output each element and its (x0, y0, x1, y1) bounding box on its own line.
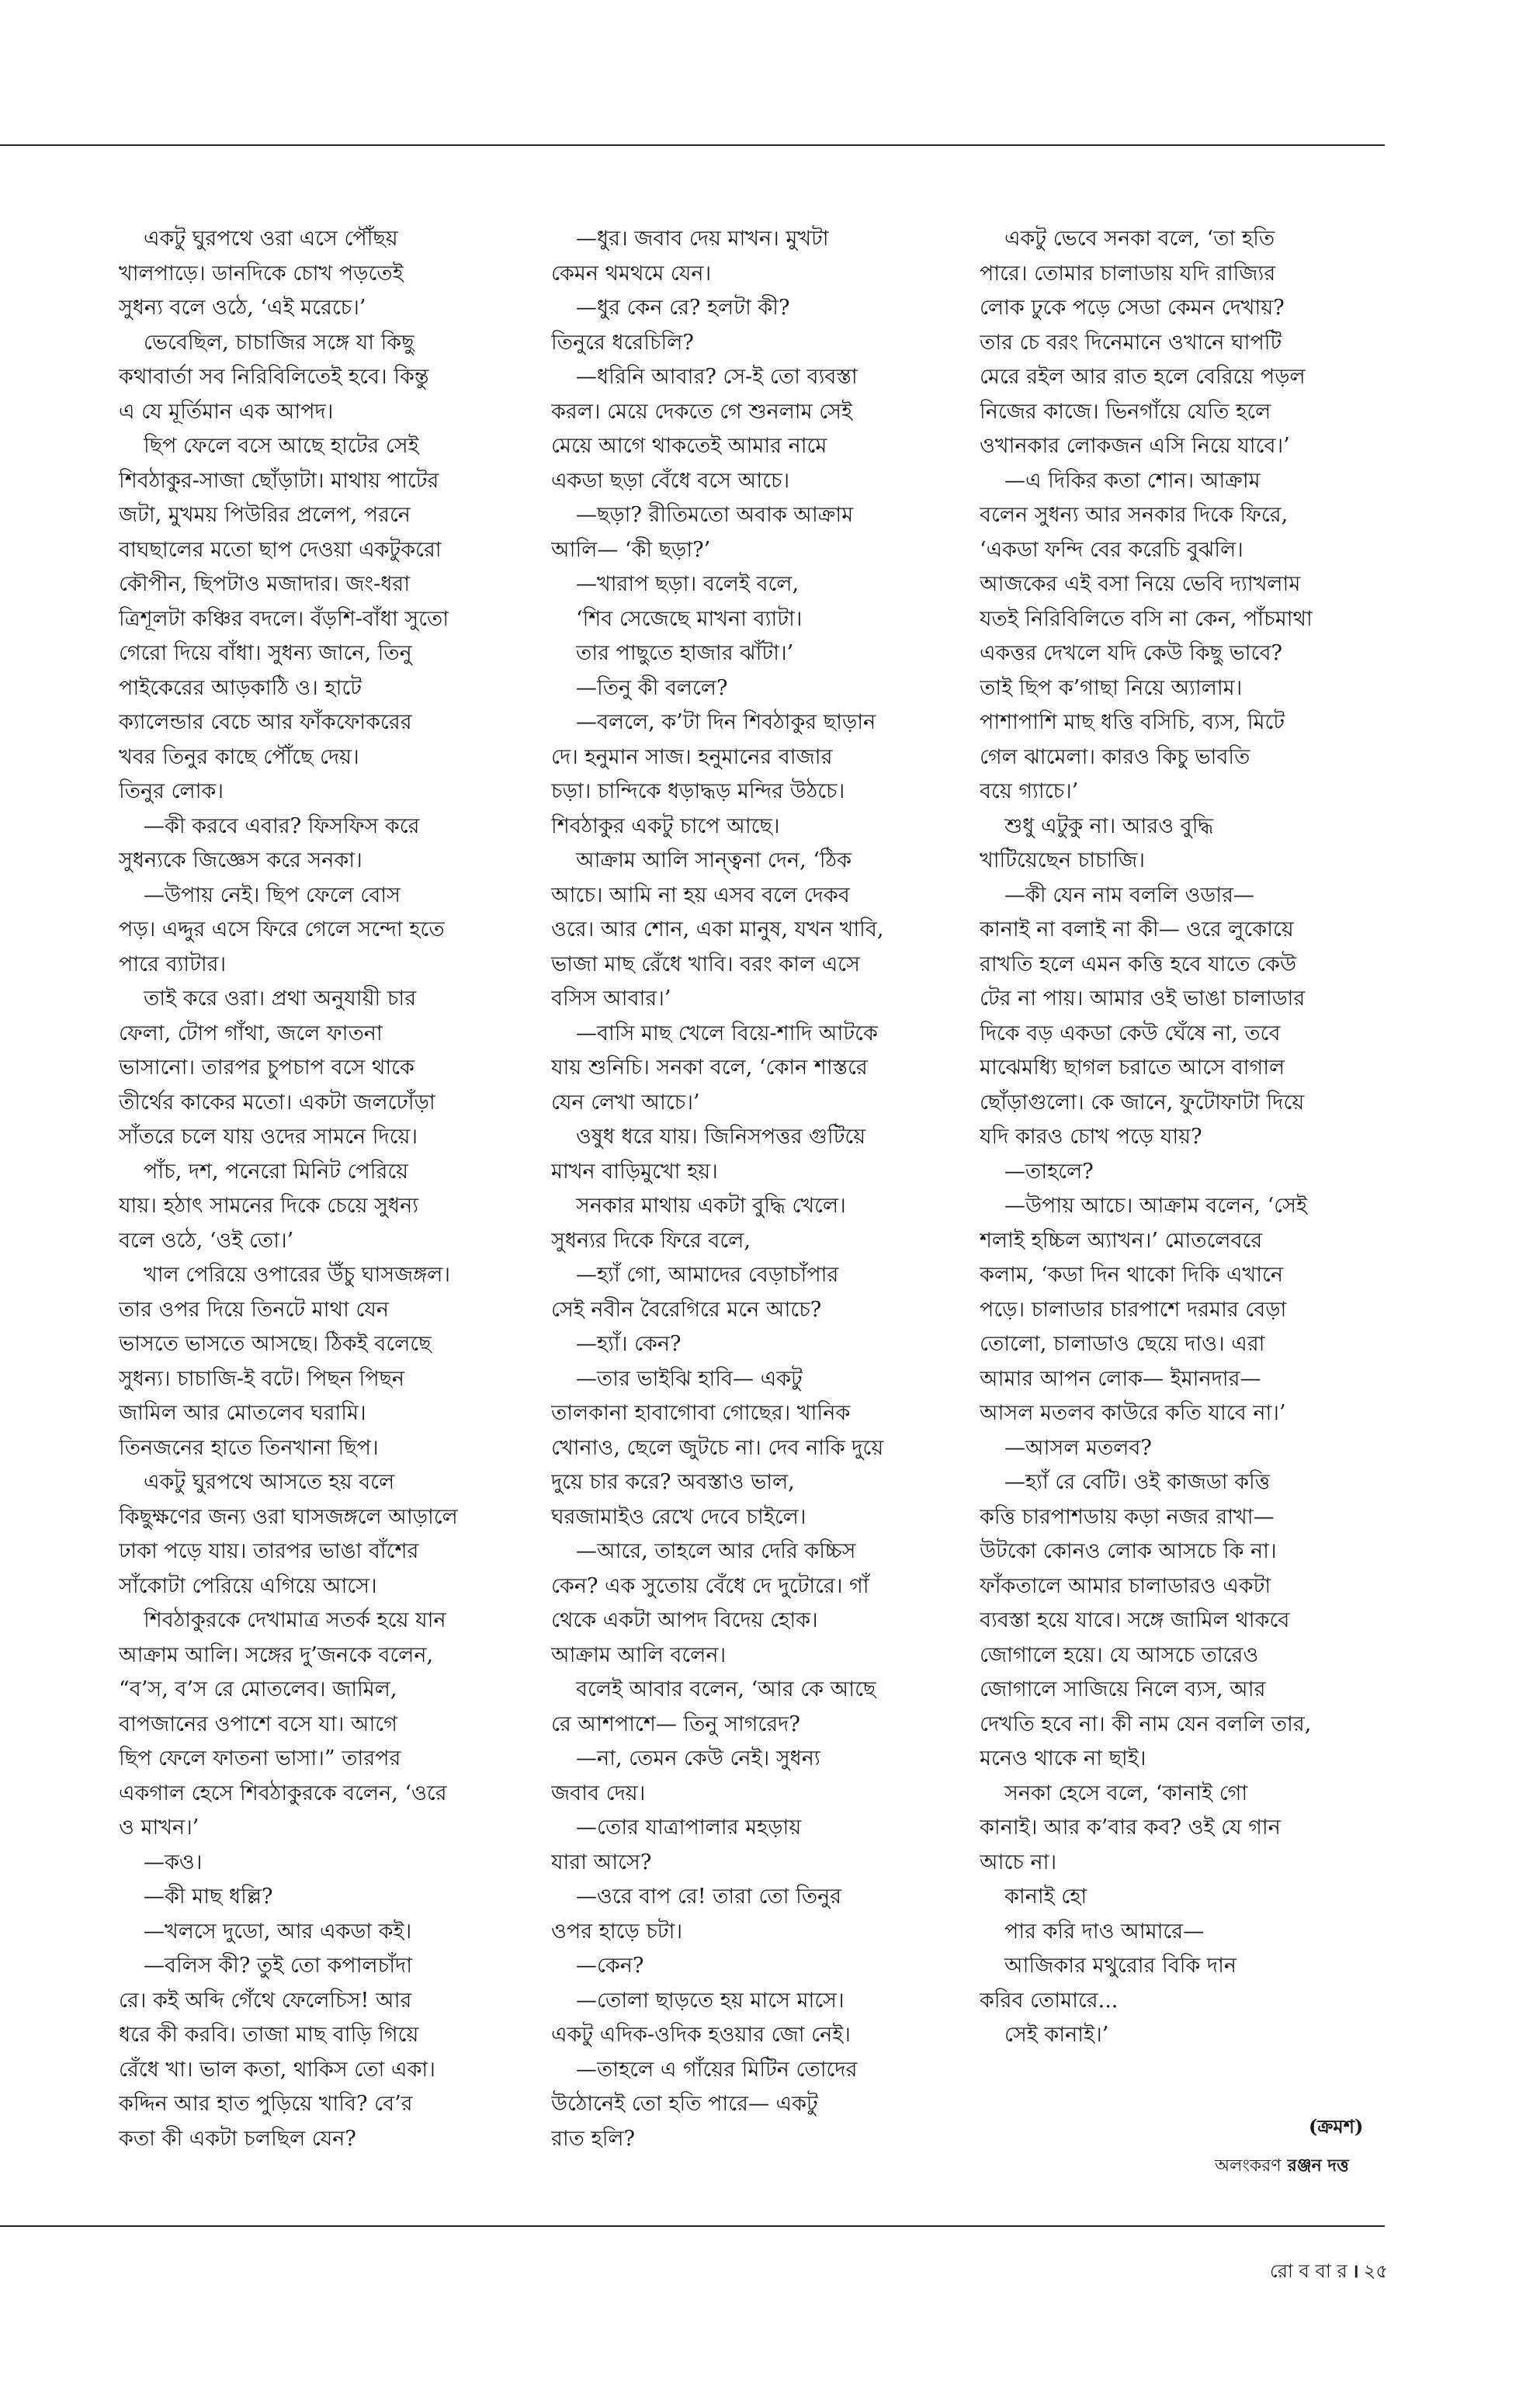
text-line: একডা ছড়া বেঁধে বসে আচে। (551, 468, 790, 493)
text-line: আলি— ‘কী ছড়া?’ (551, 537, 711, 562)
text-line: আসল মতলব কাউরে কতি যাবে না।’ (980, 1401, 1286, 1425)
text-line: কানাই না বলাই না কী— ওরে লুকোয়ে (980, 917, 1294, 942)
text-line: সুধন্য বলে ওঠে, ‘এই মরেচে।’ (119, 296, 366, 320)
text-line: “ব’স, ব’স রে মোতলেব। জামিল, (119, 1677, 397, 1701)
text-line: ধরে কী করবি। তাজা মাছ বাড়ি গিয়ে (119, 2023, 419, 2047)
text-line: ওপর হাড়ে চটা। (551, 1919, 683, 1944)
illustration-credit-label: অলংকরণ (1215, 2156, 1282, 2176)
text-line: শিবঠাকুরকে দেখামাত্র সতর্ক হয়ে যান (144, 1608, 446, 1632)
article-column-3 (980, 222, 1368, 2053)
text-line: গেল ঝামেলা। কারও কিচু ভাবতি (980, 744, 1250, 769)
text-line: —এ দিকির কতা শোন। আক্রাম (1004, 468, 1261, 493)
text-line: পাশাপাশি মাছ ধত্তি বসিচি, ব্যস, মিটে (980, 710, 1285, 734)
text-line: বসিস আবার।’ (551, 987, 671, 1011)
text-line: খবর তিনুর কাছে পৌঁছে দেয়। (119, 744, 359, 769)
text-line: ‘একডা ফন্দি বের করেচি বুঝলি। (980, 537, 1243, 562)
text-line: তাই করে ওরা। প্রথা অনুযায়ী চার (144, 987, 417, 1011)
text-line: —ওরে বাপ রে! তারা তো তিনুর (576, 1885, 842, 1909)
text-line: —কেন? (576, 1954, 644, 1978)
text-line: একটু ঘুরপথে ওরা এসে পৌঁছয় (144, 227, 398, 251)
text-line: খাটিয়েছেন চাচাজি। (980, 848, 1145, 872)
text-line: বলেন সুধন্য আর সনকার দিকে ফিরে, (980, 503, 1289, 527)
text-line: ভাসানো। তারপর চুপচাপ বসে থাকে (119, 1056, 414, 1080)
text-line: —না, তেমন কেউ নেই। সুধন্য (576, 1746, 820, 1770)
text-line: মেয়ে আগে থাকতেই আমার নামে (551, 434, 827, 458)
text-line: পাইকেরের আড়কাঠি ও। হাটে (119, 675, 362, 700)
text-line: কানাই। আর ক’বার কব? ওই যে গান (980, 1816, 1281, 1840)
text-line: উঠোনেই তো হতি পারে— একটু (551, 2092, 818, 2116)
text-line: তোলো, চালাডাও ছেয়ে দাও। এরা (980, 1332, 1265, 1356)
text-line: যায় শুনিচি। সনকা বলে, ‘কোন শাস্তরে (551, 1056, 868, 1080)
text-line: কৌপীন, ছিপটাও মজাদার। জং-ধরা (119, 572, 411, 596)
illustrator-name: রঞ্জন দত্ত (1287, 2155, 1349, 2176)
text-line: ফাঁকতালে আমার চালাডারও একটা (980, 1573, 1271, 1598)
text-line: ওষুধ ধরে যায়। জিনিসপত্তর গুটিয়ে (576, 1125, 866, 1149)
text-line: ঢাকা পড়ে যায়। তারপর ভাঙা বাঁশের (119, 1539, 419, 1563)
text-line: ও মাখন।’ (119, 1816, 199, 1840)
text-line: —আসল মতলব? (1004, 1435, 1152, 1460)
text-line: ওরে। আর শোন, একা মানুষ, যখন খাবি, (551, 917, 884, 942)
text-line: —হ্যাঁ রে বেটি। ওই কাজডা কত্তি (1004, 1470, 1271, 1494)
text-line: আমার আপন লোক— ইমানদার— (980, 1366, 1261, 1391)
text-line: উটকো কোনও লোক আসচে কি না। (980, 1539, 1277, 1563)
text-line: গেরো দিয়ে বাঁধা। সুধন্য জানে, তিনু (119, 641, 412, 665)
top-rule (0, 144, 1385, 146)
text-line: সুধন্যকে জিজ্ঞেস করে সনকা। (119, 848, 362, 872)
article-column-2 (551, 222, 939, 2156)
text-line: কেন? এক সুতোয় বেঁধে দে দুটোরে। গাঁ (551, 1573, 869, 1598)
text-line: জোগালে সাজিয়ে নিলে ব্যস, আর (980, 1677, 1266, 1701)
text-line: ব্যবস্তা হয়ে যাবে। সঙ্গে জামিল থাকবে (980, 1608, 1290, 1632)
text-line: পড়। এদ্দুর এসে ফিরে গেলে সন্দো হতে (119, 917, 445, 942)
text-line: এ যে মূর্তিমান এক আপদ। (119, 399, 334, 424)
text-line: —বলিস কী? তুই তো কপালচাঁদা (144, 1954, 413, 1978)
text-line: দুয়ে চার করে? অবস্তাও ভাল, (551, 1470, 795, 1494)
text-line: একটু ঘুরপথে আসতে হয় বলে (144, 1470, 395, 1494)
text-line: আক্রাম আলি সান্ত্বনা দেন, ‘ঠিক (576, 848, 852, 872)
text-line: —তোর যাত্রাপালার মহড়ায় (576, 1816, 802, 1840)
text-line: ছিপ ফেলে ফাতনা ভাসা।” তারপর (119, 1746, 401, 1770)
to-be-continued-label: (ক্রমশ) (1309, 2115, 1364, 2138)
text-line: খোনাও, ছেলে জুটচে না। দেব নাকি দুয়ে (551, 1435, 884, 1460)
text-line: নিজের কাজে। ভিনগাঁয়ে যেতি হলে (980, 399, 1271, 424)
text-line: ফেলা, টোপ গাঁথা, জলে ফাতনা (119, 1021, 383, 1046)
text-line: —ছড়া? রীতিমতো অবাক আক্রাম (576, 503, 854, 527)
text-line: —উপায় নেই। ছিপ ফেলে বোস (144, 883, 401, 907)
page-number: ২৫ (1363, 2260, 1388, 2282)
text-line: তিনজনের হাতে তিনখানা ছিপ। (119, 1435, 379, 1460)
text-line: আক্রাম আলি বলেন। (551, 1642, 727, 1667)
text-line: টের না পায়। আমার ওই ভাঙা চালাডার (980, 987, 1306, 1011)
text-line: —কও। (144, 1850, 203, 1875)
text-line: যতই নিরিবিলিতে বসি না কেন, পাঁচমাথা (980, 606, 1313, 631)
text-line: —খারাপ ছড়া। বলেই বলে, (576, 572, 799, 596)
text-line: —তাহলে? (1004, 1159, 1094, 1184)
text-line: কিছুক্ষণের জন্য ওরা ঘাসজঙ্গলে আড়ালে (119, 1504, 458, 1529)
text-line: ছোঁড়াগুলো। কে জানে, ফুটোফাটা দিয়ে (980, 1090, 1305, 1115)
text-line: আচে না। (980, 1850, 1057, 1875)
text-line: —খলসে দুডো, আর একডা কই। (144, 1919, 412, 1944)
text-line: আচে। আমি না হয় এসব বলে দেকব (551, 883, 850, 907)
text-line: পাঁচ, দশ, পনেরো মিনিট পেরিয়ে (144, 1159, 409, 1184)
text-line: কতা কী একটা চলছিল যেন? (119, 2126, 356, 2151)
text-line: খাল পেরিয়ে ওপারের উঁচু ঘাসজঙ্গল। (144, 1263, 450, 1287)
text-line: ওখানকার লোকজন এসি নিয়ে যাবে।’ (980, 434, 1290, 458)
text-line: যারা আসে? (551, 1850, 652, 1875)
text-line: শুধু এটুকু না। আরও বুদ্ধি (1004, 813, 1214, 838)
text-line: কদ্দিন আর হাত পুড়িয়ে খাবি? বে’র (119, 2092, 413, 2116)
folio-separator: । (1351, 2259, 1359, 2282)
text-line: শিবঠাকুর-সাজা ছোঁড়াটা। মাথায় পাটের (119, 468, 439, 493)
text-line: চড়া। চান্দিকে ধড়াদ্ধড় মন্দির উঠচে। (551, 779, 845, 803)
text-line: রেঁধে খা। ভাল কতা, থাকিস তো একা। (119, 2057, 435, 2082)
text-line: পারে ব্যাটার। (119, 952, 227, 976)
text-line: ভাসতে ভাসতে আসছে। ঠিকই বলেছে (119, 1332, 432, 1356)
illustration-credit (1215, 2152, 1349, 2181)
text-line: করল। মেয়ে দেকতে গে শুনলাম সেই (551, 399, 853, 424)
text-line: আজকের এই বসা নিয়ে ভেবি দ্যাখলাম (980, 572, 1301, 596)
text-line: সুধন্যর দিকে ফিরে বলে, (551, 1228, 751, 1253)
text-line: করিব তোমারে... (980, 1988, 1119, 2013)
text-line: —তোলা ছাড়তে হয় মাসে মাসে। (576, 1988, 845, 2013)
text-line: ক্যালেন্ডার বেচে আর ফাঁকফোকরের (119, 710, 412, 734)
text-line: তীর্থের কাকের মতো। একটা জলঢোঁড়া (119, 1090, 435, 1115)
text-line: বলে ওঠে, ‘ওই তো।’ (119, 1228, 294, 1253)
text-line: কানাই হো (1004, 1885, 1087, 1909)
text-line: —কী যেন নাম বললি ওডার— (1004, 883, 1254, 907)
magazine-name: রো ব বা র (1270, 2260, 1348, 2282)
text-line: —ধরিনি আবার? সে-ই তো ব্যবস্তা (576, 365, 858, 389)
text-line: ভেবেছিল, চাচাজির সঙ্গে যা কিছু (144, 330, 414, 355)
text-line: সেই নবীন বৈরেগিরে মনে আচে? (551, 1297, 822, 1322)
text-line: —ধুর। জবাব দেয় মাখন। মুখটা (576, 227, 829, 251)
text-line: একটু ভেবে সনকা বলে, ‘তা হতি (1004, 227, 1275, 251)
text-line: তার চে বরং দিনেমানে ওখানে ঘাপটি (980, 330, 1282, 355)
article-column-1 (119, 222, 507, 2156)
text-line: কত্তি চারপাশডায় কড়া নজর রাখা— (980, 1504, 1275, 1529)
text-line: ঘরজামাইও রেখে দেবে চাইলে। (551, 1504, 806, 1529)
text-line: বয়ে গ্যাচে।’ (980, 779, 1079, 803)
text-line: মনেও থাকে না ছাই। (980, 1746, 1146, 1770)
text-line: জোগালে হয়ে। যে আসচে তারেও (980, 1642, 1259, 1667)
text-line: একত্তর দেখলে যদি কেউ কিছু ভাবে? (980, 641, 1282, 665)
text-line: —হ্যাঁ। কেন? (576, 1332, 682, 1356)
text-line: —বললে, ক’টা দিন শিবঠাকুর ছাড়ান (576, 710, 876, 734)
text-line: যায়। হঠাৎ সামনের দিকে চেয়ে সুধন্য (119, 1194, 419, 1218)
text-line: ত্রিশূলটা কঞ্চির বদলে। বঁড়শি-বাঁধা সুতো (119, 606, 449, 631)
text-line: কথাবার্তা সব নিরিবিলিতেই হবে। কিন্তু (119, 365, 429, 389)
text-line: রে। কই অব্দি গেঁথে ফেলেচিস! আর (119, 1988, 412, 2013)
text-line: —ধুর কেন রে? হলটা কী? (576, 296, 790, 320)
text-line: সুধন্য। চাচাজি-ই বটে। পিছন পিছন (119, 1366, 405, 1391)
text-line: লোক ঢুকে পড়ে সেডা কেমন দেখায়? (980, 296, 1285, 320)
text-line: শিবঠাকুর একটু চাপে আছে। (551, 813, 780, 838)
text-line: তালকানা হাবাগোবা গোছের। খানিক (551, 1401, 851, 1425)
text-line: সনকার মাথায় একটা বুদ্ধি খেলে। (576, 1194, 846, 1218)
text-line: রে আশপাশে— তিনু সাগরেদ? (551, 1712, 800, 1736)
text-line: বাপজানের ওপাশে বসে যা। আগে (119, 1712, 397, 1736)
text-line: সেই কানাই।’ (1004, 2023, 1109, 2047)
text-line: আক্রাম আলি। সঙ্গের দু’জনকে বলেন, (119, 1642, 434, 1667)
page-folio (1270, 2257, 1388, 2288)
text-line: —কী মাছ ধল্লি? (144, 1885, 273, 1909)
text-line: যেন লেখা আচে।’ (551, 1090, 700, 1115)
text-line: পারে। তোমার চালাডায় যদি রাজ্যির (980, 261, 1276, 286)
text-line: ‘শিব সেজেছে মাখনা ব্যাটা। (576, 606, 803, 631)
text-line: দিকে বড় একডা কেউ ঘেঁষে না, তবে (980, 1021, 1281, 1046)
text-line: ভাজা মাছ রেঁধে খাবি। বরং কাল এসে (551, 952, 860, 976)
text-line: বাঘছালের মতো ছাপ দেওয়া একটুকরো (119, 537, 442, 562)
text-line: পার করি দাও আমারে— (1004, 1919, 1205, 1944)
text-line: খালপাড়ে। ডানদিকে চোখ পড়তেই (119, 261, 404, 286)
text-line: তিনুরে ধরেচিলি? (551, 330, 694, 355)
text-line: কেমন থমথমে যেন। (551, 261, 712, 286)
text-line: —হ্যাঁ গো, আমাদের বেড়াচাঁপার (576, 1263, 839, 1287)
text-line: মাঝেমধ্যি ছাগল চরাতে আসে বাগাল (980, 1056, 1285, 1080)
text-line: ছিপ ফেলে বসে আছে হাটের সেই (144, 434, 419, 458)
text-line: তার ওপর দিয়ে তিনটে মাথা যেন (119, 1297, 389, 1322)
text-line: কলাম, ‘কডা দিন থাকো দিকি এখানে (980, 1263, 1283, 1287)
text-line: তাই ছিপ ক’গাছা নিয়ে অ্যালাম। (980, 675, 1243, 700)
text-line: —তিনু কী বললে? (576, 675, 728, 700)
text-line: মেরে রইল আর রাত হলে বেরিয়ে পড়ল (980, 365, 1306, 389)
text-line: সনকা হেসে বলে, ‘কানাই গো (1004, 1781, 1248, 1805)
text-line: আজিকার মথুরোর বিকি দান (1004, 1954, 1237, 1978)
text-line: যদি কারও চোখ পড়ে যায়? (980, 1125, 1202, 1149)
text-line: —কী করবে এবার? ফিসফিস করে (144, 813, 420, 838)
text-line: রাখতি হলে এমন কত্তি হবে যাতে কেউ (980, 952, 1297, 976)
text-line: সাঁতরে চলে যায় ওদের সামনে দিয়ে। (119, 1125, 418, 1149)
text-line: বলেই আবার বলেন, ‘আর কে আছে (576, 1677, 876, 1701)
text-line: মাখন বাড়িমুখো হয়। (551, 1159, 718, 1184)
text-line: —আরে, তাহলে আর দেরি কচ্চিস (576, 1539, 856, 1563)
text-line: সাঁকোটা পেরিয়ে এগিয়ে আসে। (119, 1573, 377, 1598)
bottom-rule (0, 2225, 1385, 2227)
text-line: তিনুর লোক। (119, 779, 224, 803)
text-line: দে। হনুমান সাজ। হনুমানের বাজার (551, 744, 833, 769)
text-line: থেকে একটা আপদ বিদেয় হোক। (551, 1608, 818, 1632)
text-line: রাত হলি? (551, 2126, 636, 2151)
text-line: একগাল হেসে শিবঠাকুরকে বলেন, ‘ওরে (119, 1781, 447, 1805)
text-line: জটা, মুখময় পিউরির প্রলেপ, পরনে (119, 503, 411, 527)
text-line: —উপায় আচে। আক্রাম বলেন, ‘সেই (1004, 1194, 1307, 1218)
text-line: —বাসি মাছ খেলে বিয়ে-শাদি আটকে (576, 1021, 878, 1046)
text-line: জবাব দেয়। (551, 1781, 646, 1805)
text-line: শলাই হচ্চিল অ্যাখন।’ মোতলেবরে (980, 1228, 1263, 1253)
text-line: —তাহলে এ গাঁয়ের মিটিন তোদের (576, 2057, 858, 2082)
text-line: —তার ভাইঝি হাবি— একটু (576, 1366, 803, 1391)
text-line: পড়ে। চালাডার চারপাশে দরমার বেড়া (980, 1297, 1287, 1322)
text-line: তার পাছুতে হাজার ঝাঁটা।’ (576, 641, 794, 665)
text-line: জামিল আর মোতলেব ঘরামি। (119, 1401, 366, 1425)
text-line: দেখতি হবে না। কী নাম যেন বললি তার, (980, 1712, 1312, 1736)
text-line: একটু এদিক-ওদিক হওয়ার জো নেই। (551, 2023, 851, 2047)
